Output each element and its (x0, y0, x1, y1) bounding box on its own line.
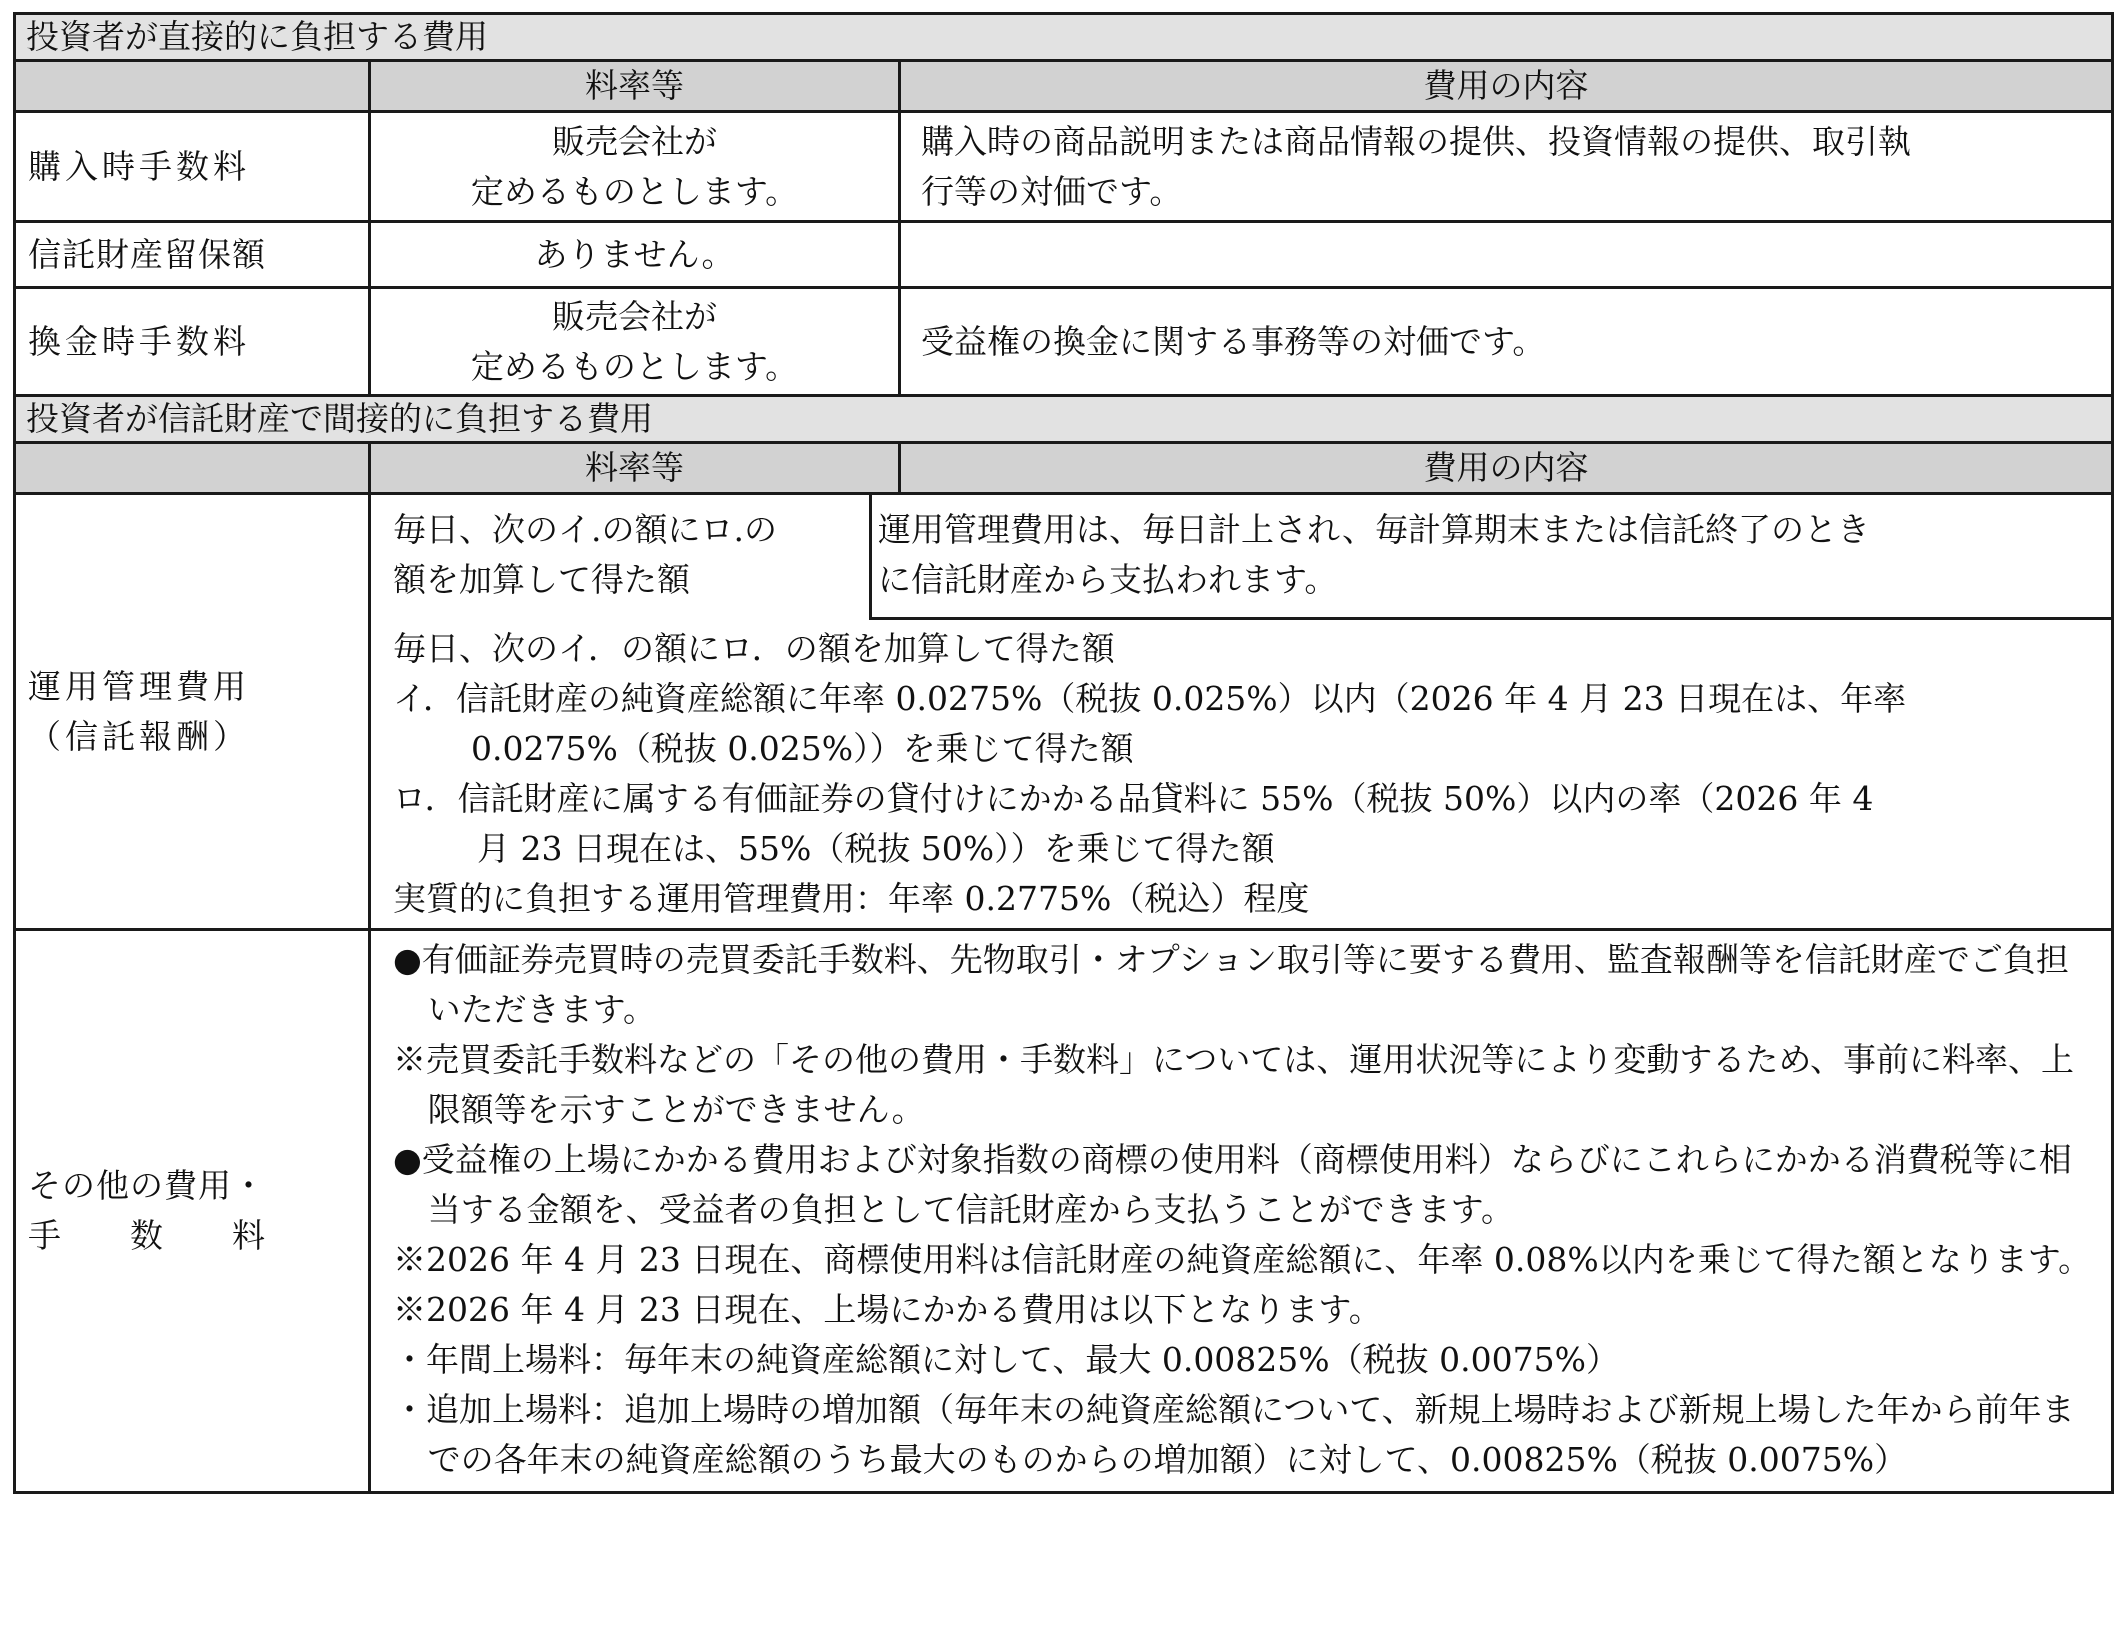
other-paragraph: ・年間上場料：毎年末の純資産総額に対して、最大 0.00825%（税抜 0.0075%） (393, 1340, 1619, 1379)
rate-line: 販売会社が (552, 121, 717, 161)
rate-line: 毎日、次のイ.の額にロ.の (393, 510, 777, 549)
desc-line: 購入時の商品説明または商品情報の提供、投資情報の提供、取引執 (921, 121, 1911, 161)
row-reserve-label: 信託財産留保額 (15, 222, 370, 288)
row-redemption-fee-label: 換金時手数料 (15, 288, 370, 396)
rate-line: 定めるものとします。 (470, 346, 799, 386)
management-rate (371, 495, 869, 620)
section1-header-rate: 料率等 (370, 61, 900, 112)
section2-title: 投資者が信託財産で間接的に負担する費用 (15, 396, 2113, 443)
other-paragraph: ※2026 年 4 月 23 日現在、商標使用料は信託財産の純資産総額に、年率 0.08%以内を乗じて得た額となります。 (393, 1240, 2092, 1279)
detail-line: イ．信託財産の純資産総額に年率 0.0275%（税抜 0.025%）以内（2026 年 4 月 23 日現在は、年率 (393, 679, 1907, 718)
rate-line: 販売会社が (552, 296, 717, 336)
rate-line: 額を加算して得た額 (393, 560, 690, 599)
other-paragraph: ※売買委託手数料などの「その他の費用・手数料」については、運用状況等により変動するため、事前に料率、上限額等を示すことができません。 (393, 1040, 2075, 1129)
row-management-fee-label (15, 494, 370, 930)
detail-line: ロ．信託財産に属する有価証券の貸付けにかかる品貸料に 55%（税抜 50%）以内の率（2026 年 4 (393, 779, 1874, 818)
detail-line: 毎日、次のイ．の額にロ．の額を加算して得た額 (393, 629, 1115, 668)
label-line: 手 数 料 (28, 1216, 266, 1255)
section1-header-blank (15, 61, 370, 112)
detail-line: 0.0275%（税抜 0.025%））を乗じて得た額 (471, 729, 1134, 768)
row-purchase-fee-desc (900, 112, 2113, 222)
desc-line: 行等の対価です。 (921, 171, 1183, 211)
fee-table (13, 12, 2114, 1494)
row-redemption-fee-desc (900, 288, 2113, 396)
row-purchase-fee-label: 購入時手数料 (15, 112, 370, 222)
rate-line: 定めるものとします。 (470, 171, 799, 211)
section2-header-desc: 費用の内容 (900, 443, 2113, 494)
row-reserve-desc (900, 222, 2113, 288)
desc-line: 運用管理費用は、毎日計上され、毎計算期末または信託終了のとき (878, 510, 1870, 549)
other-paragraph: ●受益権の上場にかかる費用および対象指数の商標の使用料（商標使用料）ならびにこれらにかかる消費税等に相当する金額を、受益者の負担として信託財産から支払うことができます。 (393, 1140, 2072, 1229)
row-other-fees-label (15, 930, 370, 1493)
row-management-fee-body (370, 494, 2113, 930)
section1-header-desc: 費用の内容 (900, 61, 2113, 112)
row-other-fees-body (370, 930, 2113, 1493)
other-paragraph: ※2026 年 4 月 23 日現在、上場にかかる費用は以下となります。 (393, 1290, 1382, 1329)
other-paragraph: ・追加上場料：追加上場時の増加額（毎年末の純資産総額について、新規上場時および新規上場した年から前年までの各年末の純資産総額のうち最大のものからの増加額）に対して、0.00825%（税抜 0.0075%） (393, 1390, 2075, 1479)
section2-header-blank (15, 443, 370, 494)
fee-table-document (13, 12, 2111, 1494)
label-line: （信託報酬） (28, 716, 250, 756)
label-line: 運用管理費用 (28, 666, 250, 706)
rate-line: ありません。 (534, 234, 735, 274)
management-detail (371, 620, 2111, 928)
management-summary (371, 495, 2111, 620)
other-paragraph: ●有価証券売買時の売買委託手数料、先物取引・オプション取引等に要する費用、監査報酬等を信託財産でご負担いただきます。 (393, 940, 2069, 1029)
desc-line: 受益権の換金に関する事務等の対価です。 (921, 321, 1546, 361)
detail-line: 月 23 日現在は、55%（税抜 50%））を乗じて得た額 (477, 829, 1275, 868)
section2-header-rate: 料率等 (370, 443, 900, 494)
management-desc (869, 495, 2111, 620)
desc-line: に信託財産から支払われます。 (878, 560, 1338, 599)
label-line: その他の費用・ (28, 1166, 266, 1205)
row-purchase-fee-rate (370, 112, 900, 222)
row-redemption-fee-rate (370, 288, 900, 396)
detail-line: 実質的に負担する運用管理費用：年率 0.2775%（税込）程度 (393, 879, 1310, 918)
row-reserve-rate (370, 222, 900, 288)
section1-title: 投資者が直接的に負担する費用 (15, 14, 2113, 61)
